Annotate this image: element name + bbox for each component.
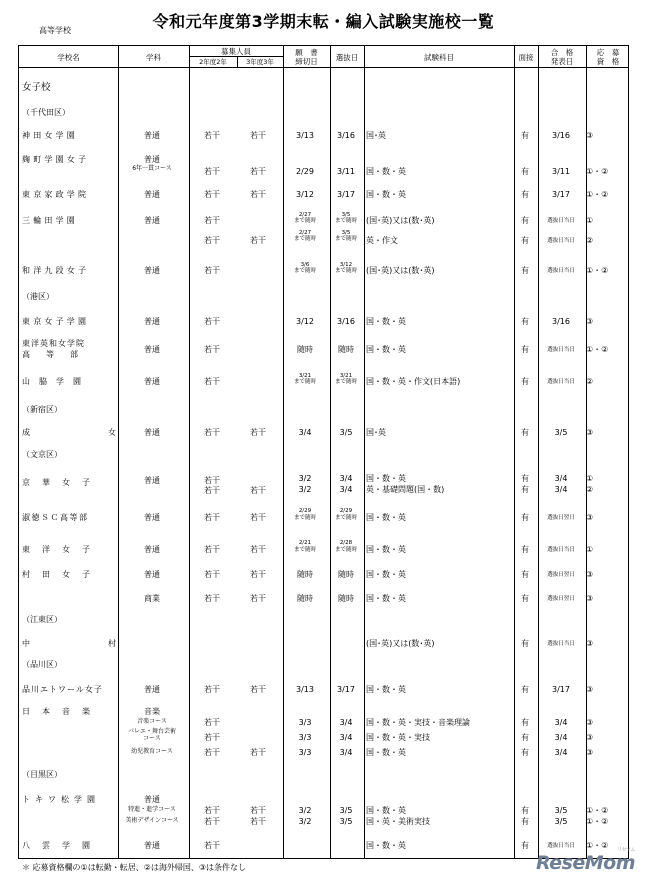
school-name: 麹町学園女子	[22, 155, 90, 164]
subjects: 国・数・英	[366, 474, 406, 483]
interview: 有	[521, 485, 529, 494]
interview: 有	[521, 817, 529, 826]
pass-date: 選抜日当日	[547, 268, 575, 274]
course: 美術デザインコース	[125, 817, 179, 824]
footnote: ＊ 応募資格欄の①は転勤・転居、②は海外帰国、③は条件なし	[22, 863, 247, 872]
grade2: 若干	[204, 216, 220, 225]
exam-date: 3/12	[339, 262, 353, 268]
grade2: 若干	[204, 266, 220, 275]
subjects: 英・基礎問題(国・数)	[366, 485, 445, 494]
ward-label: （目黒区）	[22, 770, 62, 779]
subjects: 国・英・美術実技	[366, 817, 430, 826]
course: 普通	[144, 131, 160, 140]
course: 普通	[144, 685, 160, 694]
deadline: 2/27	[298, 212, 312, 218]
logo-text: ReseMom	[536, 852, 636, 874]
deadline: 随時	[297, 345, 313, 354]
exam-note: まで随時	[334, 379, 357, 385]
ward-label: （品川区）	[22, 660, 62, 669]
pass-date: 選抜日翌日	[547, 515, 575, 521]
pass-date: 選抜日翌日	[547, 572, 575, 578]
deadline: 3/12	[296, 317, 314, 326]
grade3: 若干	[250, 806, 266, 815]
header-school: 学校名	[57, 53, 80, 62]
pass-date: 選抜日当日	[547, 347, 575, 353]
grade3: 若干	[250, 748, 266, 757]
course: 普通	[144, 513, 160, 522]
ward-label: （千代田区）	[22, 108, 70, 117]
pass-date: 3/11	[552, 167, 570, 176]
exam-date: 3/4	[339, 748, 353, 757]
interview: 有	[521, 685, 529, 694]
course: 幼児教育コース	[131, 748, 173, 755]
course: 商業	[144, 594, 160, 603]
section-label: 女子校	[22, 82, 51, 93]
top-label: 高等学校	[39, 26, 71, 35]
exam-date: 3/17	[337, 190, 355, 199]
course: 普通	[144, 345, 160, 354]
grade2: 若干	[204, 428, 220, 437]
exam-date: 3/11	[337, 167, 355, 176]
school-name: 淑徳ＳＣ高等部	[22, 513, 89, 522]
exam-date: 2/29	[339, 508, 353, 514]
exam-date: 3/21	[339, 373, 353, 379]
course: 普通	[144, 795, 160, 804]
header-deadline-2: 締切日	[295, 57, 318, 66]
eligibility: ③	[586, 685, 594, 694]
subjects: 国・数・英	[366, 841, 406, 850]
pass-date: 3/4	[554, 474, 568, 483]
deadline: 3/3	[298, 748, 312, 757]
exam-date: 3/5	[341, 212, 351, 218]
grade3: 若干	[250, 167, 266, 176]
deadline-note: まで随時	[293, 379, 316, 385]
grade3: 若干	[250, 131, 266, 140]
interview: 有	[521, 236, 529, 245]
interview: 有	[521, 428, 529, 437]
ward-label: （港区）	[22, 292, 54, 301]
eligibility: ③	[586, 131, 594, 140]
exam-note: まで随時	[334, 218, 357, 224]
subjects: 国・数・英	[366, 685, 406, 694]
deadline: 3/2	[298, 817, 312, 826]
deadline: 3/2	[298, 485, 312, 494]
subjects: 国・数・英	[366, 806, 406, 815]
grade3: 若干	[250, 570, 266, 579]
deadline: 2/29	[296, 167, 314, 176]
exam-date: 2/28	[339, 540, 353, 546]
interview: 有	[521, 841, 529, 850]
grade2: 若干	[204, 317, 220, 326]
deadline-note: まで随時	[293, 268, 316, 274]
grade2: 若干	[204, 167, 220, 176]
course: 普通	[144, 545, 160, 554]
pass-date: 3/4	[554, 718, 568, 727]
deadline-note: まで随時	[293, 515, 316, 521]
exam-date: 3/5	[339, 806, 353, 815]
subjects: 国･英	[366, 428, 386, 437]
grade3: 若干	[250, 513, 266, 522]
course: 普通	[144, 841, 160, 850]
deadline: 3/4	[298, 428, 312, 437]
school-name: 中	[22, 639, 30, 648]
school-name: 京華女子	[22, 478, 102, 487]
eligibility: ③	[586, 594, 594, 603]
pass-date: 3/5	[554, 806, 568, 815]
school-name: 東京家政学院	[22, 190, 90, 199]
course: 音楽コース	[137, 718, 167, 725]
ward-label: （文京区）	[22, 450, 62, 459]
exam-date: 随時	[338, 594, 354, 603]
pass-date: 3/16	[552, 317, 570, 326]
deadline: 3/3	[298, 733, 312, 742]
exam-note: まで随時	[334, 547, 357, 553]
course: 普通	[144, 570, 160, 579]
school-name: 八雲学園	[22, 841, 102, 850]
deadline: 2/21	[298, 540, 312, 546]
interview: 有	[521, 377, 529, 386]
subjects: 国・数・英	[366, 513, 406, 522]
header-eligible-1: 応 募	[596, 48, 620, 57]
school-name: トキワ松学園	[22, 795, 100, 804]
subjects: 国・数・英	[366, 748, 406, 757]
interview: 有	[521, 266, 529, 275]
eligibility: ①・②	[586, 266, 609, 275]
eligibility: ③	[586, 570, 594, 579]
eligibility: ②	[586, 485, 594, 494]
grade2: 若干	[204, 377, 220, 386]
deadline: 随時	[297, 594, 313, 603]
subjects: 国・数・英	[366, 545, 406, 554]
grade2: 若干	[204, 190, 220, 199]
grade3: 若干	[250, 594, 266, 603]
header-subjects: 試験科目	[424, 53, 454, 62]
interview: 有	[521, 718, 529, 727]
deadline: 3/13	[296, 685, 314, 694]
resemom-logo	[536, 847, 636, 874]
deadline: 3/13	[296, 131, 314, 140]
grade2: 若干	[204, 545, 220, 554]
school-name: 和洋九段女子	[22, 266, 90, 275]
eligibility: ②	[586, 377, 594, 386]
subjects: (国･英)又は(数･英)	[366, 266, 435, 275]
interview: 有	[521, 570, 529, 579]
exam-note: まで随時	[334, 236, 357, 242]
interview: 有	[521, 216, 529, 225]
exam-note: まで随時	[334, 515, 357, 521]
grade2: 若干	[204, 570, 220, 579]
grade3: 若干	[250, 428, 266, 437]
subjects: 国・数・英	[366, 317, 406, 326]
eligibility: ③	[586, 639, 594, 648]
school-name: 村田女子	[22, 570, 102, 579]
exam-date: 3/5	[341, 230, 351, 236]
subjects: (国･英)又は(数･英)	[366, 216, 435, 225]
grade2: 若干	[204, 806, 220, 815]
interview: 有	[521, 345, 529, 354]
pass-date: 3/17	[552, 685, 570, 694]
deadline-note: まで随時	[293, 236, 316, 242]
exam-date: 3/5	[339, 428, 353, 437]
grade3: 若干	[250, 236, 266, 245]
exam-date: 3/4	[339, 733, 353, 742]
interview: 有	[521, 639, 529, 648]
exam-date: 3/5	[339, 817, 353, 826]
grade3: 若干	[250, 190, 266, 199]
subjects: 国・数・英・作文(日本語)	[366, 377, 461, 386]
course: 普通	[144, 476, 160, 485]
exam-date: 3/17	[337, 685, 355, 694]
pass-date: 3/4	[554, 748, 568, 757]
eligibility: ②	[586, 236, 594, 245]
pass-date: 選抜日当日	[547, 641, 575, 647]
header-course: 学科	[146, 53, 161, 62]
subjects: 国・数・英	[366, 190, 406, 199]
pass-date: 選抜日当日	[547, 547, 575, 553]
subjects: 国・数・英	[366, 167, 406, 176]
course-sub: 6年一貫コース	[132, 165, 172, 172]
deadline: 随時	[297, 570, 313, 579]
school-name-2: 村	[108, 639, 116, 648]
school-name: 東京女子学園	[22, 317, 90, 326]
school-name: 山脇学園	[22, 377, 90, 386]
pass-date: 3/17	[552, 190, 570, 199]
course: 普通	[144, 155, 160, 164]
grade2: 若干	[204, 841, 220, 850]
interview: 有	[521, 190, 529, 199]
course: 普通	[144, 317, 160, 326]
interview: 有	[521, 131, 529, 140]
pass-date: 選抜日当日	[547, 843, 575, 849]
interview: 有	[521, 513, 529, 522]
deadline: 3/21	[298, 373, 312, 379]
course: 普通	[144, 190, 160, 199]
exam-date: 3/4	[339, 485, 353, 494]
deadline: 3/2	[298, 474, 312, 483]
pass-date: 3/16	[552, 131, 570, 140]
eligibility: ③	[586, 748, 594, 757]
grade2: 若干	[204, 486, 220, 495]
subjects: 国･英	[366, 131, 386, 140]
exam-date: 3/16	[337, 131, 355, 140]
course-2: コース	[143, 735, 161, 742]
subjects: 国・数・英	[366, 570, 406, 579]
interview: 有	[521, 474, 529, 483]
deadline: 3/2	[298, 806, 312, 815]
grade2: 若干	[204, 131, 220, 140]
exam-date: 3/16	[337, 317, 355, 326]
interview: 有	[521, 806, 529, 815]
header-deadline-1: 願 書	[295, 48, 318, 57]
interview: 有	[521, 545, 529, 554]
grade2: 若干	[204, 236, 220, 245]
pass-date: 3/4	[554, 485, 568, 494]
pass-date: 3/4	[554, 733, 568, 742]
grade3: 若干	[250, 486, 266, 495]
header-eligible-2: 資 格	[596, 57, 620, 66]
grade2: 若干	[204, 817, 220, 826]
grade2: 若干	[204, 513, 220, 522]
ward-label: （新宿区）	[22, 405, 62, 414]
eligibility: ①	[586, 545, 594, 554]
header-grade3: 3年度3年	[246, 58, 274, 66]
eligibility: ③	[586, 733, 594, 742]
interview: 有	[521, 317, 529, 326]
grade2: 若干	[204, 733, 220, 742]
pass-date: 選抜日当日	[547, 218, 575, 224]
exam-date: 3/4	[339, 474, 353, 483]
course: 普通	[144, 216, 160, 225]
eligibility: ③	[586, 718, 594, 727]
page-title: 令和元年度第3学期末転・編入試験実施校一覧	[152, 12, 495, 31]
eligibility: ①・②	[586, 806, 609, 815]
eligibility: ①・②	[586, 167, 609, 176]
interview: 有	[521, 748, 529, 757]
deadline: 2/27	[298, 230, 312, 236]
exam-date: 3/4	[339, 718, 353, 727]
grade2: 若干	[204, 345, 220, 354]
deadline: 3/3	[298, 718, 312, 727]
course: 特進・進学コース	[128, 806, 176, 813]
grade2: 若干	[204, 748, 220, 757]
course: 普通	[144, 377, 160, 386]
eligibility: ①・②	[586, 841, 609, 850]
interview: 有	[521, 733, 529, 742]
ward-label: （江東区）	[22, 615, 62, 624]
header-pass-2: 発表日	[550, 57, 574, 66]
header-grade2: 2年度2年	[199, 58, 227, 66]
header-pass-1: 合 格	[550, 48, 574, 57]
course: 音楽	[144, 707, 160, 716]
eligibility: ①	[586, 474, 594, 483]
grade2: 若干	[204, 594, 220, 603]
deadline: 2/29	[298, 508, 312, 514]
subjects: 国・数・英・実技・音楽理論	[366, 718, 470, 727]
school-name: 品川エトワール女子	[22, 685, 103, 694]
deadline-note: まで随時	[293, 547, 316, 553]
exam-note: まで随時	[334, 268, 357, 274]
grade3: 若干	[250, 545, 266, 554]
interview: 有	[521, 594, 529, 603]
school-name-2: 高 等 部	[22, 350, 78, 359]
eligibility: ①・②	[586, 190, 609, 199]
eligibility: ③	[586, 317, 594, 326]
header-exam-date: 選抜日	[335, 53, 359, 62]
deadline: 3/12	[296, 190, 314, 199]
subjects: (国･英)又は(数･英)	[366, 639, 435, 648]
pass-date: 選抜日当日	[547, 238, 575, 244]
logo-small-text: リセマム	[617, 847, 636, 853]
subjects: 英・作文	[366, 236, 398, 245]
pass-date: 選抜日当日	[547, 379, 575, 385]
exam-date: 随時	[338, 345, 354, 354]
school-name: 成	[22, 428, 30, 437]
eligibility: ③	[586, 513, 594, 522]
pass-date: 選抜日翌日	[547, 596, 575, 602]
grade2: 若干	[204, 718, 220, 727]
grade3: 若干	[250, 685, 266, 694]
deadline-note: まで随時	[293, 218, 316, 224]
eligibility: ①・②	[586, 817, 609, 826]
deadline: 3/6	[300, 262, 310, 268]
school-name: 東洋英和女学院	[22, 339, 85, 348]
grade2: 若干	[204, 476, 220, 485]
subjects: 国・数・英	[366, 594, 406, 603]
course: バレエ・舞台芸術	[127, 728, 176, 735]
eligibility: ①	[586, 216, 594, 225]
grade2: 若干	[204, 685, 220, 694]
exam-date: 随時	[338, 570, 354, 579]
course: 普通	[144, 428, 160, 437]
interview: 有	[521, 167, 529, 176]
header-recruit: 募集人員	[221, 47, 251, 56]
subjects: 国・数・英	[366, 345, 406, 354]
school-name: 東洋女子	[22, 545, 102, 554]
course: 普通	[144, 266, 160, 275]
school-name: 日本音楽	[22, 707, 102, 716]
pass-date: 3/5	[554, 817, 568, 826]
school-name: 三輪田学園	[22, 216, 78, 225]
school-name: 神田女学園	[22, 131, 78, 140]
header-interview: 面接	[518, 53, 534, 62]
pass-date: 3/5	[554, 428, 568, 437]
grade3: 若干	[250, 817, 266, 826]
eligibility: ③	[586, 428, 594, 437]
subjects: 国・数・英・実技	[366, 733, 430, 742]
eligibility: ①・②	[586, 345, 609, 354]
school-name-2: 女	[108, 428, 116, 437]
